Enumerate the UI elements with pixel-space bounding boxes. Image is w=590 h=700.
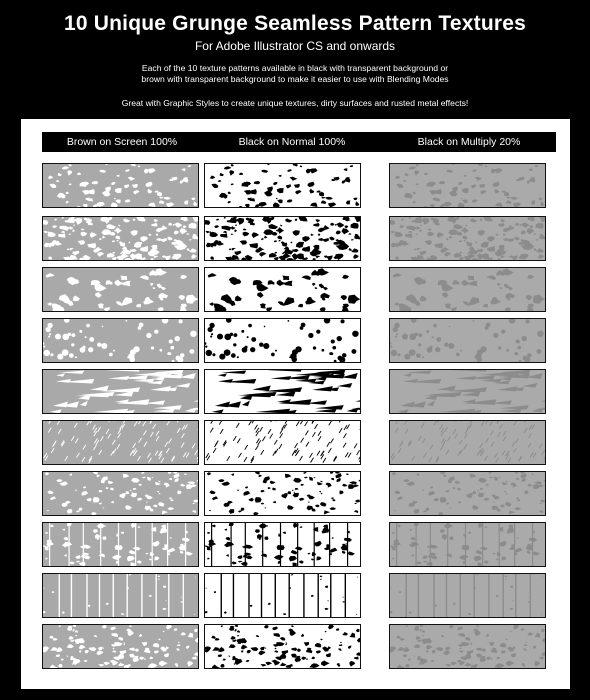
pattern-tile — [204, 624, 361, 669]
texture-swatch — [43, 164, 198, 207]
texture-swatch — [205, 268, 360, 311]
texture-swatch — [390, 421, 545, 464]
page-subtitle: For Adobe Illustrator CS and onwards — [194, 39, 396, 53]
texture-swatch — [390, 574, 545, 617]
texture-swatch — [390, 268, 545, 311]
texture-swatch — [43, 574, 198, 617]
texture-swatch — [390, 370, 545, 413]
column-header-black-normal: Black on Normal 100% — [238, 136, 346, 148]
texture-swatch — [205, 625, 360, 668]
texture-swatch — [390, 523, 545, 566]
texture-swatch — [390, 319, 545, 362]
pattern-tile — [42, 522, 199, 567]
pattern-tile — [204, 369, 361, 414]
pattern-tile — [389, 216, 546, 261]
texture-swatch — [205, 370, 360, 413]
column-header-bar — [42, 132, 556, 152]
pattern-tile — [42, 624, 199, 669]
pattern-tile — [42, 318, 199, 363]
texture-swatch — [205, 164, 360, 207]
pattern-tile — [204, 318, 361, 363]
pattern-tile — [204, 573, 361, 618]
texture-swatch — [390, 164, 545, 207]
texture-swatch — [205, 421, 360, 464]
pattern-tile — [389, 318, 546, 363]
pattern-tile — [42, 216, 199, 261]
texture-swatch — [205, 217, 360, 260]
texture-swatch — [43, 421, 198, 464]
column-header-black-multiply: Black on Multiply 20% — [417, 136, 521, 148]
texture-swatch — [43, 217, 198, 260]
texture-swatch — [43, 370, 198, 413]
texture-swatch — [43, 625, 198, 668]
pattern-tile — [204, 216, 361, 261]
description — [0, 63, 590, 85]
texture-swatch — [205, 523, 360, 566]
pattern-tile — [42, 573, 199, 618]
column-header-brown-screen: Brown on Screen 100% — [66, 136, 178, 148]
texture-swatch — [390, 625, 545, 668]
pattern-tile — [389, 369, 546, 414]
description-line-2: brown with transparent background to make it easier to use with Blending Modes — [141, 74, 449, 84]
pattern-tile — [42, 471, 199, 516]
pattern-tile — [42, 163, 199, 208]
pattern-tile — [42, 369, 199, 414]
texture-swatch — [43, 319, 198, 362]
pattern-tile — [389, 163, 546, 208]
header — [0, 0, 590, 118]
pattern-tile — [204, 163, 361, 208]
page-title: 10 Unique Grunge Seamless Pattern Textures — [63, 12, 526, 35]
texture-swatch — [390, 217, 545, 260]
pattern-tile — [389, 573, 546, 618]
texture-swatch — [43, 523, 198, 566]
pattern-tile — [204, 420, 361, 465]
pattern-tile — [389, 420, 546, 465]
pattern-tile — [204, 471, 361, 516]
pattern-tile — [204, 522, 361, 567]
pattern-tile — [389, 267, 546, 312]
pattern-tile — [389, 522, 546, 567]
texture-swatch — [205, 472, 360, 515]
texture-swatch — [390, 472, 545, 515]
texture-swatch — [43, 268, 198, 311]
pattern-tile — [389, 624, 546, 669]
pattern-tile — [42, 420, 199, 465]
texture-swatch — [43, 472, 198, 515]
tagline: Great with Graphic Styles to create unique textures, dirty surfaces and rusted metal effects! — [121, 98, 469, 108]
texture-swatch — [205, 319, 360, 362]
pattern-tile — [204, 267, 361, 312]
pattern-tile — [42, 267, 199, 312]
pattern-tile — [389, 471, 546, 516]
description-line-1: Each of the 10 texture patterns available in black with transparent background or — [141, 63, 449, 73]
texture-swatch — [205, 574, 360, 617]
